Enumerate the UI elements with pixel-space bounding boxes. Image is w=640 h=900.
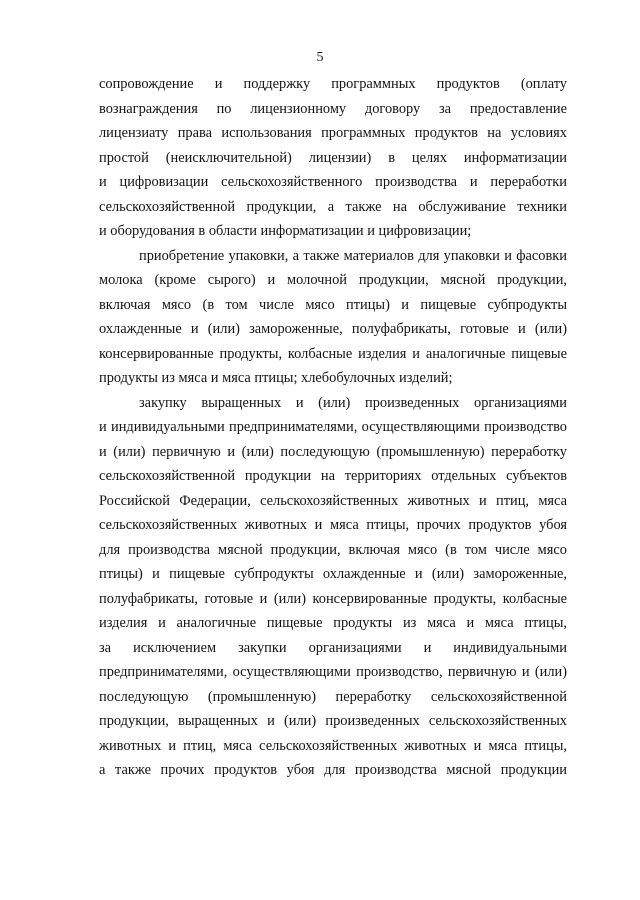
paragraph-2-line: молока (кроме сырого) и молочной продукции, мясной продукции, [99, 272, 567, 288]
paragraph-2-line: консервированные продукты, колбасные изделия и аналогичные пищевые [99, 345, 567, 362]
paragraph-1-line: сопровождение и поддержку программных продуктов (оплату [99, 76, 567, 92]
paragraph-3-line: для производства мясной продукции, включая мясо (в том числе мясо [99, 541, 567, 558]
paragraph-1-line: лицензиату права использования программных продуктов на условиях [99, 125, 567, 141]
paragraph-3-line: последующую (промышленную) переработку сельскохозяйственной [99, 688, 567, 705]
paragraph-3-line: сельскохозяйственных животных и мяса птицы, прочих продуктов убоя [99, 517, 567, 533]
paragraph-3-line: и (или) первичную и (или) последующую (промышленную) переработку [99, 443, 567, 460]
document-body [99, 72, 567, 783]
paragraph-2-line: приобретение упаковки, а также материалов для упаковки и фасовки [139, 247, 567, 264]
paragraph-3-line: и индивидуальными предпринимателями, осуществляющими производство [99, 419, 567, 435]
paragraph-2-line: продукты из мяса и мяса птицы; хлебобулочных изделий; [99, 370, 453, 386]
paragraph-3-line: животных и птиц, мяса сельскохозяйственных животных и мяса птицы, [99, 737, 567, 754]
paragraph-1-line: и оборудования в области информатизации и цифровизации; [99, 223, 472, 239]
paragraph-2-line: охлажденные и (или) замороженные, полуфабрикаты, готовые и (или) [99, 321, 567, 337]
paragraph-1-line: и цифровизации сельскохозяйственного производства и переработки [99, 174, 567, 190]
paragraph-1-line: простой (неисключительной) лицензии) в целях информатизации [99, 149, 567, 166]
paragraph-3-line: изделия и аналогичные пищевые продукты из мяса и мяса птицы, [99, 615, 567, 631]
paragraph-3-line: птицы) и пищевые субпродукты охлажденные и (или) замороженные, [99, 566, 567, 582]
paragraph-3-line: за исключением закупки организациями и индивидуальными [99, 639, 567, 656]
paragraph-3-line: сельскохозяйственной продукции на территориях отдельных субъектов [99, 468, 567, 484]
paragraph-3-line: предпринимателями, осуществляющими производство, первичную и (или) [99, 664, 567, 680]
paragraph-2-line: включая мясо (в том числе мясо птицы) и пищевые субпродукты [99, 296, 567, 313]
paragraph-1-line: сельскохозяйственной продукции, а также на обслуживание техники [99, 198, 567, 215]
paragraph-3-line: Российской Федерации, сельскохозяйственных животных и птиц, мяса [99, 492, 567, 509]
paragraph-3-line: закупку выращенных и (или) произведенных организациями [139, 394, 567, 411]
paragraph-1-line: вознаграждения по лицензионному договору за предоставление [99, 100, 567, 117]
paragraph-3-line: продукции, выращенных и (или) произведенных сельскохозяйственных [99, 713, 567, 729]
page-number: 5 [316, 50, 324, 65]
paragraph-3-line: а также прочих продуктов убоя для производства мясной продукции [99, 762, 567, 778]
paragraph-3-line: полуфабрикаты, готовые и (или) консервированные продукты, колбасные [99, 590, 567, 607]
